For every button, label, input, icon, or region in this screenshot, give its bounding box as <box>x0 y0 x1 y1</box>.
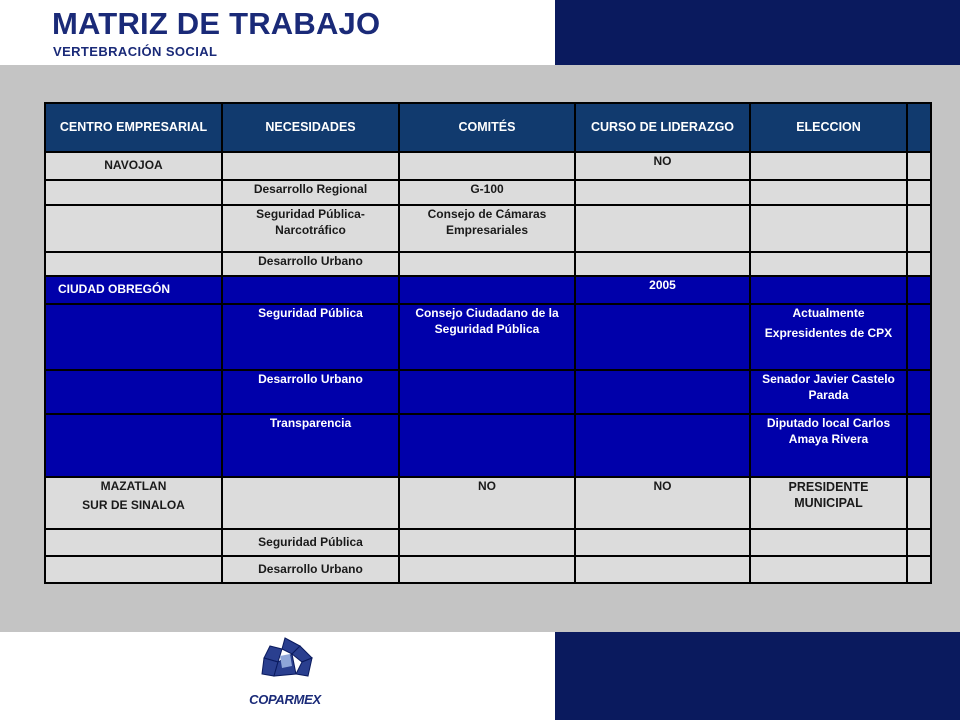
column-header: CURSO DE LIDERAZGO <box>575 103 750 152</box>
table-cell <box>750 252 907 276</box>
table-cell <box>907 414 931 477</box>
table-cell <box>45 529 222 556</box>
table-cell: G-100 <box>399 180 575 205</box>
table-cell <box>575 180 750 205</box>
table-cell <box>750 276 907 304</box>
table-cell <box>907 304 931 370</box>
column-header: CENTRO EMPRESARIAL <box>45 103 222 152</box>
table-cell <box>750 205 907 252</box>
table-row <box>45 414 931 477</box>
table-cell <box>45 414 222 477</box>
table-row <box>45 205 931 252</box>
table-cell <box>907 370 931 414</box>
table-cell <box>45 370 222 414</box>
table-cell <box>45 556 222 583</box>
table-cell <box>575 414 750 477</box>
table-cell: Consejo Ciudadano de la Seguridad Pública <box>399 304 575 370</box>
table-cell <box>575 529 750 556</box>
table-row <box>45 556 931 583</box>
table-cell <box>399 252 575 276</box>
table-cell: Desarrollo Urbano <box>222 370 399 414</box>
table-cell: Desarrollo Regional <box>222 180 399 205</box>
table-cell <box>399 152 575 180</box>
table-cell <box>750 556 907 583</box>
work-matrix-table <box>44 102 932 584</box>
table-cell: Desarrollo Urbano <box>222 252 399 276</box>
table-cell: CIUDAD OBREGÓN <box>45 276 222 304</box>
page-title: MATRIZ DE TRABAJO <box>52 6 381 41</box>
table-cell <box>399 276 575 304</box>
table-cell: NO <box>399 477 575 529</box>
table-cell: Consejo de Cámaras Empresariales <box>399 205 575 252</box>
table-cell: Seguridad Pública-Narcotráfico <box>222 205 399 252</box>
table-cell <box>907 477 931 529</box>
logo-text: COPARMEX <box>249 692 321 707</box>
table-cell <box>222 276 399 304</box>
cell-line: MAZATLAN <box>100 479 167 493</box>
table-cell: PRESIDENTE MUNICIPAL <box>750 477 907 529</box>
table-cell <box>222 477 399 529</box>
table-cell <box>750 529 907 556</box>
footer-accent-block <box>555 632 960 720</box>
table-cell: Seguridad Pública <box>222 304 399 370</box>
table-cell <box>45 180 222 205</box>
table-cell <box>575 304 750 370</box>
table-cell <box>399 529 575 556</box>
table-cell: NO <box>575 152 750 180</box>
table-cell <box>45 252 222 276</box>
page-subtitle: VERTEBRACIÓN SOCIAL <box>53 44 218 59</box>
table-cell <box>750 180 907 205</box>
table-cell: Desarrollo Urbano <box>222 556 399 583</box>
table-cell: Seguridad Pública <box>222 529 399 556</box>
column-header: COMITÉS <box>399 103 575 152</box>
table-cell: NO <box>575 477 750 529</box>
table-row <box>45 252 931 276</box>
table-cell <box>45 477 222 529</box>
header-accent-block <box>555 0 960 65</box>
table-cell <box>907 152 931 180</box>
cell-line: Actualmente <box>792 306 865 320</box>
table-header-row <box>45 103 931 152</box>
column-header: ELECCION <box>750 103 907 152</box>
table-cell <box>399 556 575 583</box>
table-cell <box>907 205 931 252</box>
table-cell <box>575 252 750 276</box>
table-row <box>45 529 931 556</box>
cell-line: Expresidentes de CPX <box>764 325 893 340</box>
table-cell <box>399 414 575 477</box>
table-cell: Senador Javier Castelo Parada <box>750 370 907 414</box>
table-cell: NAVOJOA <box>45 152 222 180</box>
table-cell <box>575 205 750 252</box>
table-cell <box>575 370 750 414</box>
cell-line: SUR DE SINALOA <box>82 497 185 512</box>
table-cell <box>399 370 575 414</box>
table-row <box>45 276 931 304</box>
table-row <box>45 180 931 205</box>
table-row <box>45 370 931 414</box>
table-cell <box>45 205 222 252</box>
table-cell <box>750 152 907 180</box>
table-cell <box>907 252 931 276</box>
table-cell <box>750 304 907 370</box>
table-row <box>45 304 931 370</box>
table-cell: 2005 <box>575 276 750 304</box>
table-cell <box>45 304 222 370</box>
table-row <box>45 477 931 529</box>
column-header: NECESIDADES <box>222 103 399 152</box>
table-cell: Diputado local Carlos Amaya Rivera <box>750 414 907 477</box>
table-cell <box>575 556 750 583</box>
table-cell <box>907 556 931 583</box>
table-row <box>45 152 931 180</box>
table-cell <box>907 276 931 304</box>
column-header <box>907 103 931 152</box>
table-cell <box>907 529 931 556</box>
table-cell <box>907 180 931 205</box>
table-cell <box>222 152 399 180</box>
table-cell: Transparencia <box>222 414 399 477</box>
